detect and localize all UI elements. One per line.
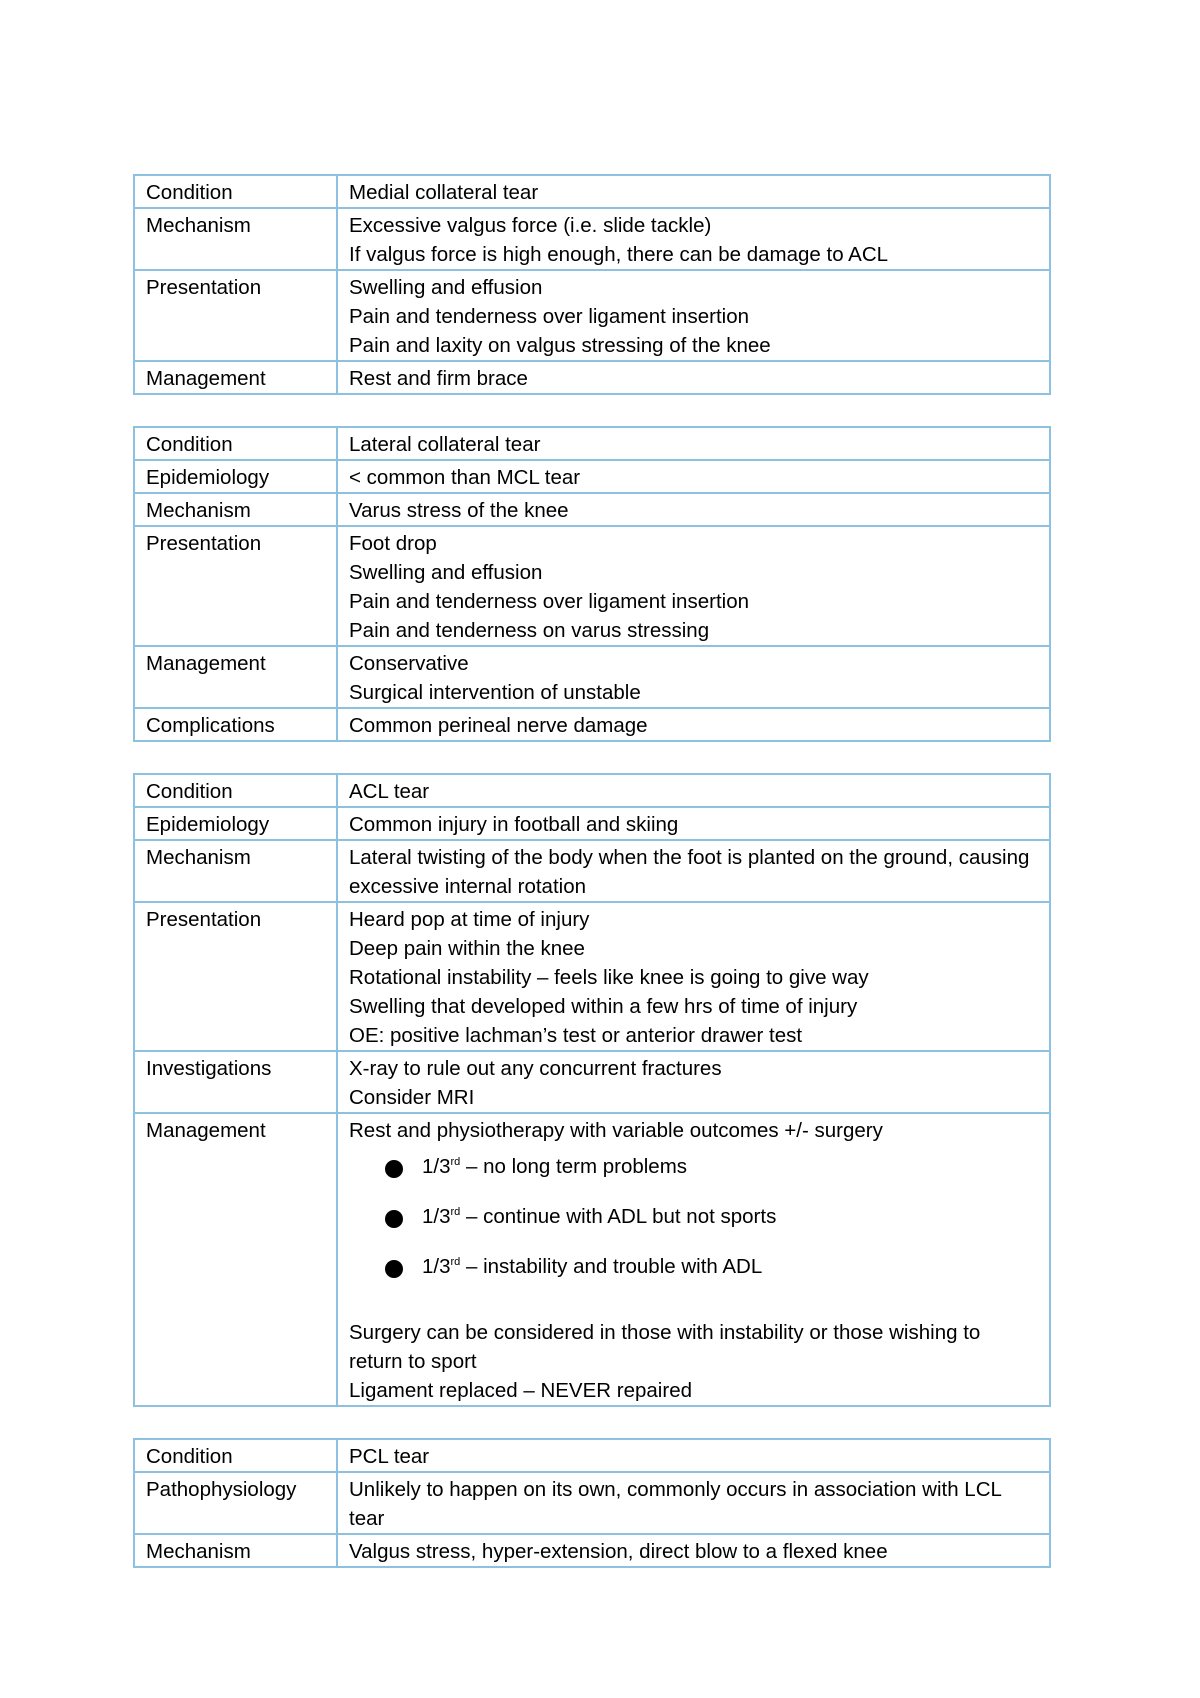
table-row-presentation [134, 270, 1050, 361]
cell-line: < common than MCL tear [349, 466, 581, 489]
table-row-condition [134, 175, 1050, 208]
row-content [337, 460, 1050, 493]
row-content [337, 774, 1050, 807]
ordinal-suffix: rd [450, 1156, 461, 1168]
row-content [337, 493, 1050, 526]
cell-line: Varus stress of the knee [349, 499, 569, 522]
fraction: 1/3 [422, 1255, 451, 1278]
cell-line: X-ray to rule out any concurrent fractures [349, 1057, 722, 1080]
cell-line: Rest and physiotherapy with variable outcomes +/- surgery [349, 1119, 883, 1142]
table-row-epidemiology [134, 807, 1050, 840]
list-item-text: – no long term problems [460, 1155, 688, 1178]
table-row-condition [134, 774, 1050, 807]
row-label: Complications [134, 708, 337, 741]
row-content [337, 1472, 1050, 1534]
cell-line: Excessive valgus force (i.e. slide tackle) [349, 214, 712, 237]
row-content [337, 1051, 1050, 1113]
cell-line: ACL tear [349, 780, 430, 803]
fraction: 1/3 [422, 1155, 451, 1178]
cell-line: Foot drop [349, 532, 437, 555]
table-row-mechanism [134, 208, 1050, 270]
row-label: Epidemiology [134, 460, 337, 493]
row-content [337, 270, 1050, 361]
cell-line: Lateral twisting of the body when the foot is planted on the ground, causing excessive internal rotation [349, 846, 1030, 898]
table-row-epidemiology [134, 460, 1050, 493]
row-content [337, 361, 1050, 394]
cell-line: Unlikely to happen on its own, commonly occurs in association with LCL tear [349, 1478, 1002, 1530]
row-content [337, 1113, 1050, 1406]
row-label: Presentation [134, 270, 337, 361]
row-label: Presentation [134, 902, 337, 1051]
cell-line: Swelling and effusion [349, 561, 543, 584]
list-item [385, 1202, 1039, 1252]
cell-line: Surgery can be considered in those with instability or those wishing to return to sport [349, 1321, 981, 1373]
condition-table [133, 426, 1051, 742]
row-label: Mechanism [134, 208, 337, 270]
cell-line: Pain and laxity on valgus stressing of the knee [349, 334, 771, 357]
row-label: Management [134, 361, 337, 394]
cell-line: Ligament replaced – NEVER repaired [349, 1379, 692, 1402]
condition-table [133, 773, 1051, 1407]
row-content [337, 646, 1050, 708]
table-row-pathophysiology [134, 1472, 1050, 1534]
cell-line: Pain and tenderness on varus stressing [349, 619, 710, 642]
row-label: Mechanism [134, 1534, 337, 1567]
table-row-management [134, 1113, 1050, 1406]
row-content [337, 1439, 1050, 1472]
table-row-condition [134, 1439, 1050, 1472]
cell-line: Deep pain within the knee [349, 937, 585, 960]
row-label: Mechanism [134, 493, 337, 526]
row-content [337, 427, 1050, 460]
row-label: Epidemiology [134, 807, 337, 840]
row-content [337, 708, 1050, 741]
row-label: Investigations [134, 1051, 337, 1113]
row-content [337, 840, 1050, 902]
cell-line: If valgus force is high enough, there can be damage to ACL [349, 243, 889, 266]
row-content [337, 902, 1050, 1051]
cell-line: Consider MRI [349, 1086, 475, 1109]
cell-line: Swelling and effusion [349, 276, 543, 299]
row-label: Management [134, 646, 337, 708]
row-content [337, 175, 1050, 208]
cell-line: OE: positive lachman’s test or anterior drawer test [349, 1024, 803, 1047]
table-row-management [134, 361, 1050, 394]
row-label: Presentation [134, 526, 337, 646]
cell-line: Lateral collateral tear [349, 433, 541, 456]
table-row-mechanism [134, 493, 1050, 526]
cell-line: Heard pop at time of injury [349, 908, 590, 931]
row-label: Condition [134, 175, 337, 208]
cell-line: Pain and tenderness over ligament insertion [349, 305, 749, 328]
cell-line: PCL tear [349, 1445, 430, 1468]
cell-line: Pain and tenderness over ligament insertion [349, 590, 749, 613]
table-row-presentation [134, 526, 1050, 646]
cell-line: Valgus stress, hyper-extension, direct blow to a flexed knee [349, 1540, 888, 1563]
row-label: Mechanism [134, 840, 337, 902]
row-content [337, 526, 1050, 646]
table-row-mechanism [134, 1534, 1050, 1567]
outcome-list [349, 1152, 1039, 1302]
document-page [133, 174, 1051, 1599]
list-item [385, 1252, 1039, 1302]
cell-line: Conservative [349, 652, 469, 675]
row-label: Management [134, 1113, 337, 1406]
table-row-investigations [134, 1051, 1050, 1113]
table-row-condition [134, 427, 1050, 460]
table-row-mechanism [134, 840, 1050, 902]
list-item-text: – instability and trouble with ADL [460, 1255, 763, 1278]
condition-table [133, 1438, 1051, 1568]
row-label: Pathophysiology [134, 1472, 337, 1534]
row-label: Condition [134, 774, 337, 807]
table-row-management [134, 646, 1050, 708]
cell-line: Rest and firm brace [349, 367, 528, 390]
list-item [385, 1152, 1039, 1202]
cell-line: Surgical intervention of unstable [349, 681, 641, 704]
cell-line: Swelling that developed within a few hrs of time of injury [349, 995, 858, 1018]
table-row-presentation [134, 902, 1050, 1051]
table-row-complications [134, 708, 1050, 741]
row-content [337, 807, 1050, 840]
ordinal-suffix: rd [450, 1206, 461, 1218]
row-label: Condition [134, 1439, 337, 1472]
cell-line: Rotational instability – feels like knee is going to give way [349, 966, 869, 989]
fraction: 1/3 [422, 1205, 451, 1228]
list-item-text: – continue with ADL but not sports [460, 1205, 777, 1228]
row-content [337, 208, 1050, 270]
spacer [349, 1302, 1039, 1318]
cell-line: Common perineal nerve damage [349, 714, 648, 737]
row-content [337, 1534, 1050, 1567]
condition-table [133, 174, 1051, 395]
cell-line: Medial collateral tear [349, 181, 539, 204]
row-label: Condition [134, 427, 337, 460]
cell-line: Common injury in football and skiing [349, 813, 679, 836]
ordinal-suffix: rd [450, 1256, 461, 1268]
